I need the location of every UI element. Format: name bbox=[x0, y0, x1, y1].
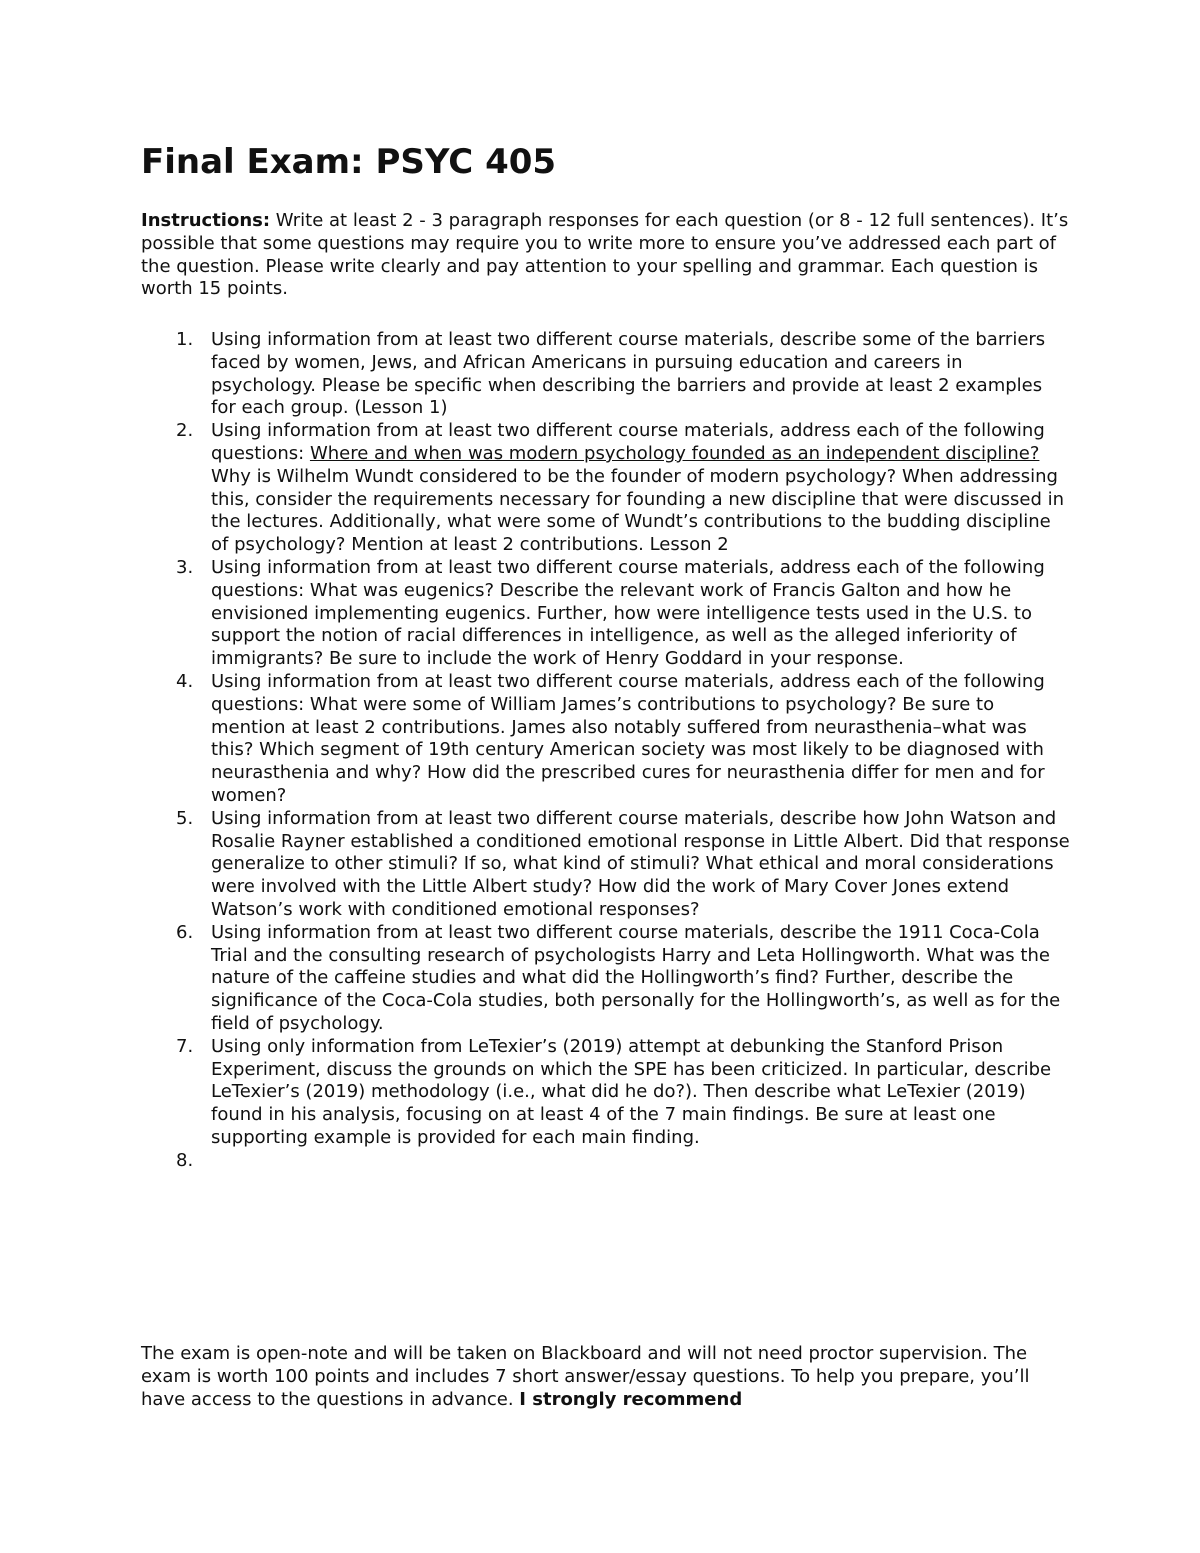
question-number: 7. bbox=[176, 1035, 194, 1057]
question-item bbox=[141, 329, 1071, 420]
question-number: 8. bbox=[176, 1149, 194, 1171]
instructions-paragraph bbox=[141, 210, 1071, 301]
exam-info-bold-text: I strongly recommend bbox=[519, 1388, 743, 1410]
question-item bbox=[141, 1036, 1071, 1150]
exam-info-paragraph bbox=[141, 1343, 1071, 1411]
question-item bbox=[141, 671, 1071, 808]
question-text: Using only information from LeTexier’s (2019) attempt at debunking the Stanford Prison Experiment, discuss the grounds on which the SPE has been criticized. In particular, describe LeTexier’s (2019) methodology (i.e., what did he do?). Then describe what LeTexier (2019) found in his analysis, focusing on at least 4 of the 7 main findings. Be sure at least one supporting example is provided for each main finding. bbox=[211, 1035, 1052, 1148]
question-text: Using information from at least two different course materials, describe how John Watson and Rosalie Rayner established a conditioned emotional response in Little Albert. Did that response generalize to other stimuli? If so, what kind of stimuli? What ethical and moral considerations were involved with the Little Albert study? How did the work of Mary Cover Jones extend Watson’s work with conditioned emotional responses? bbox=[211, 807, 1070, 920]
question-item bbox=[141, 808, 1071, 922]
question-text: Using information from at least two different course materials, address each of the following questions: What was eugenics? Describe the relevant work of Francis Galton and how he envisioned implementing eugenics. Further, how were intelligence tests used in the U.S. to support the notion of racial differences in intelligence, as well as the alleged inferiority of immigrants? Be sure to include the work of Henry Goddard in your response. bbox=[211, 556, 1045, 670]
question-item bbox=[141, 922, 1071, 1036]
question-underlined-text: Where and when was modern psychology founded as an independent discipline? bbox=[309, 442, 1040, 464]
instructions-label: Instructions: bbox=[141, 210, 271, 231]
question-number: 4. bbox=[176, 670, 194, 692]
instructions-text: Write at least 2 - 3 paragraph responses for each question (or 8 - 12 full sentences). It’s possible that some questions may require you to write more to ensure you’ve addressed each part of the question. Please write clearly and pay attention to your spelling and grammar. Each question is worth 15 points. bbox=[141, 210, 1069, 300]
question-number: 1. bbox=[176, 329, 194, 350]
question-text: Using information from at least two different course materials, address each of the following questions: What were some of William James’s contributions to psychology? Be sure to mention at least 2 contributions. James also notably suffered from neurasthenia–what was this? Which segment of 19th century American society was most likely to be diagnosed with neurasthenia and why? How did the prescribed cures for neurasthenia differ for men and for women? bbox=[211, 670, 1045, 806]
page-title: Final Exam: PSYC 405 bbox=[141, 142, 557, 182]
question-list bbox=[141, 329, 1071, 1172]
question-text-before: Using information from at least two different course materials, address each of the following questions: bbox=[211, 420, 1045, 464]
question-item bbox=[141, 1150, 1071, 1173]
question-text: Using information from at least two different course materials, describe some of the barriers faced by women, Jews, and African Americans in pursuing education and careers in psychology. Please be specific when describing the barriers and provide at least 2 examples for each group. (Lesson 1) bbox=[211, 329, 1046, 419]
question-number: 5. bbox=[176, 807, 194, 829]
question-text: Using information from at least two different course materials, describe the 1911 Coca-Cola Trial and the consulting research of psychologists Harry and Leta Hollingworth. What was the nature of the caffeine studies and what did the Hollingworth’s find? Further, describe the significance of the Coca-Cola studies, both personally for the Hollingworth’s, as well as for the field of psychology. bbox=[211, 921, 1061, 1034]
question-number: 3. bbox=[176, 556, 194, 578]
exam-info-text: The exam is open-note and will be taken on Blackboard and will not need proctor supervision. The exam is worth 100 points and includes 7 short answer/essay questions. To help you prepare, you’ll have access to the questions in advance. bbox=[141, 1343, 1030, 1410]
question-number: 6. bbox=[176, 921, 194, 943]
question-text-after: Why is Wilhelm Wundt considered to be the founder of modern psychology? When addressing this, consider the requirements necessary for founding a new discipline that were discussed in the lectures. Additionally, what were some of Wundt’s contributions to the budding discipline of psychology? Mention at least 2 contributions. Lesson 2 bbox=[211, 465, 1065, 556]
question-item bbox=[141, 420, 1071, 557]
question-text bbox=[211, 1150, 217, 1171]
question-number: 2. bbox=[176, 420, 194, 442]
question-item bbox=[141, 557, 1071, 671]
